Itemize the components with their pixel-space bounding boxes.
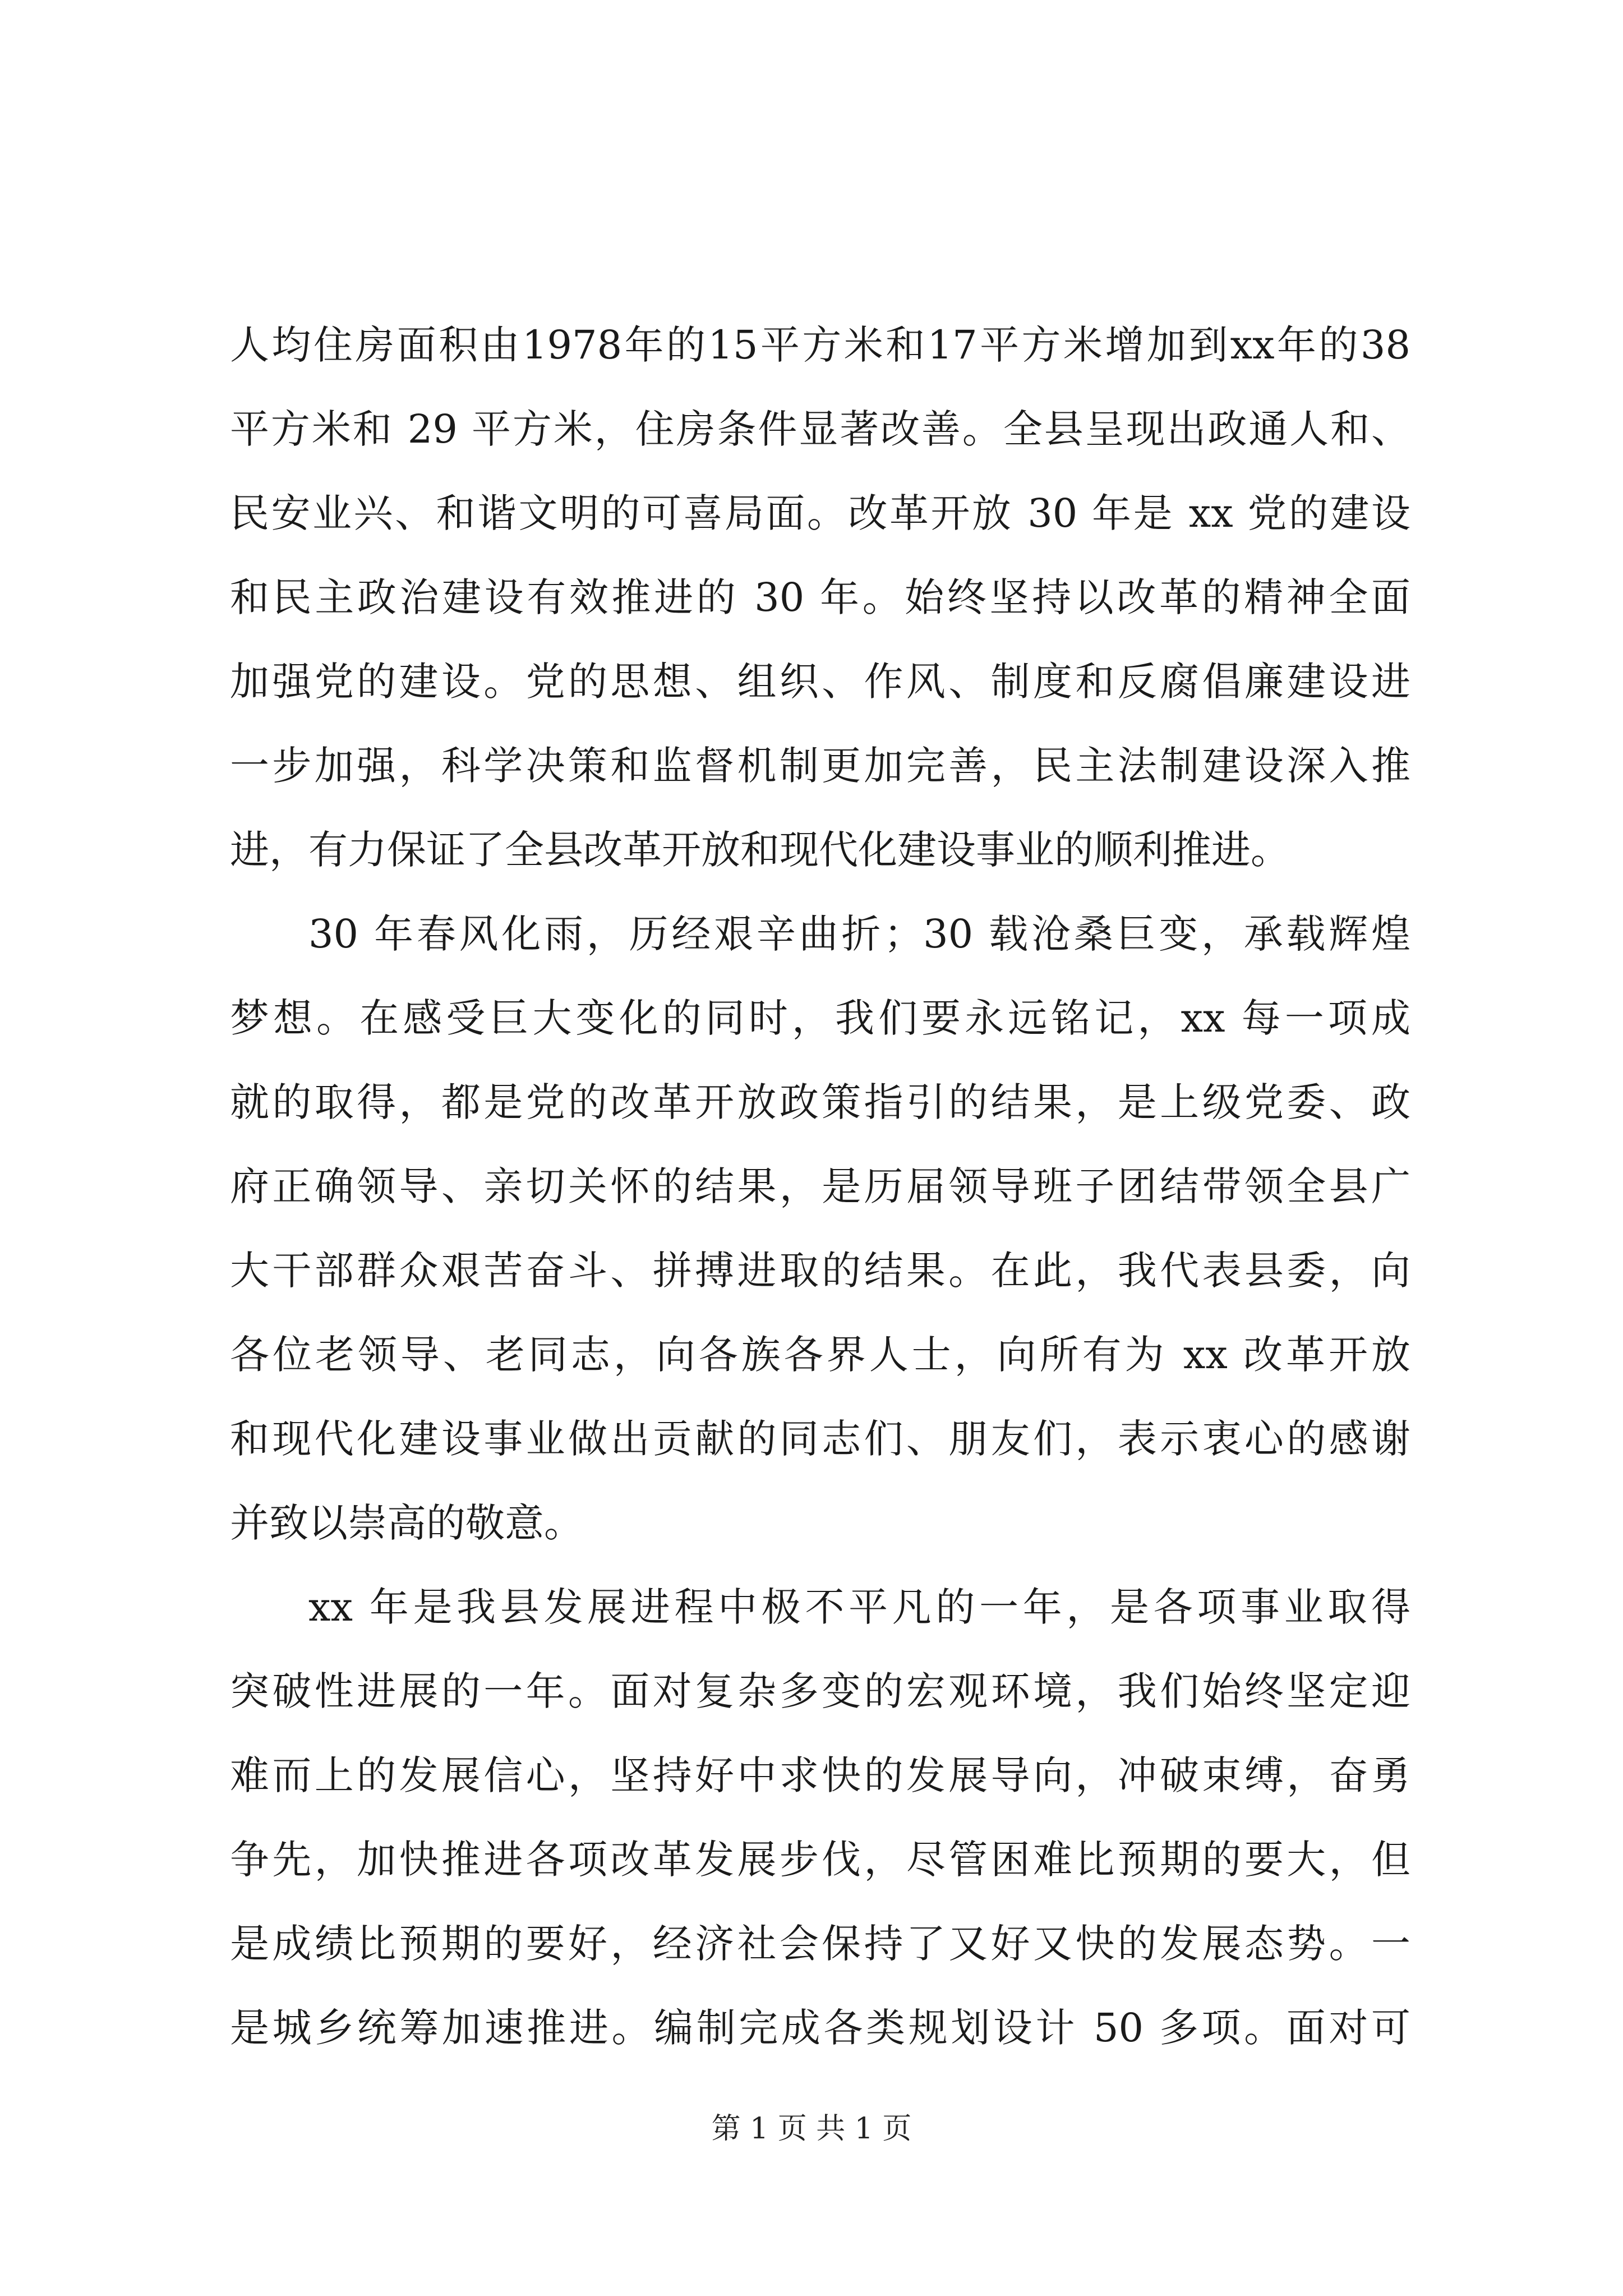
text-line: 府正确领导、亲切关怀的结果，是历届领导班子团结带领全县广 [230, 1163, 1410, 1209]
text-line: 平方米和 29 平方米，住房条件显著改善。全县呈现出政通人和、 [230, 406, 1410, 452]
text-line: 加强党的建设。党的思想、组织、作风、制度和反腐倡廉建设进 [230, 659, 1410, 705]
text-line: 突破性进展的一年。面对复杂多变的宏观环境，我们始终坚定迎 [230, 1668, 1410, 1714]
text-line: 一步加强，科学决策和监督机制更加完善，民主法制建设深入推 [230, 743, 1410, 789]
text-line: 是成绩比预期的要好，经济社会保持了又好又快的发展态势。一 [230, 1921, 1410, 1967]
text-line: xx 年是我县发展进程中极不平凡的一年，是各项事业取得 [308, 1584, 1410, 1630]
text-line: 是城乡统筹加速推进。编制完成各类规划设计 50 多项。面对可 [230, 2005, 1410, 2051]
text-line: 梦想。在感受巨大变化的同时，我们要永远铭记，xx 每一项成 [230, 995, 1410, 1041]
text-line: 各位老领导、老同志，向各族各界人士，向所有为 xx 改革开放 [230, 1332, 1410, 1378]
text-line: 进，有力保证了全县改革开放和现代化建设事业的顺利推进。 [230, 827, 1290, 873]
text-line: 并致以崇高的敬意。 [230, 1500, 583, 1546]
document-body [230, 303, 1410, 2070]
text-line: 人均住房面积由1978年的15平方米和17平方米增加到xx年的38 [230, 322, 1410, 368]
text-line: 难而上的发展信心，坚持好中求快的发展导向，冲破束缚，奋勇 [230, 1752, 1410, 1798]
text-line: 大干部群众艰苦奋斗、拼搏进取的结果。在此，我代表县委，向 [230, 1248, 1410, 1294]
text-line: 和民主政治建设有效推进的 30 年。始终坚持以改革的精神全面 [230, 574, 1410, 620]
text-line: 就的取得，都是党的改革开放政策指引的结果，是上级党委、政 [230, 1079, 1410, 1125]
text-line: 30 年春风化雨，历经艰辛曲折；30 载沧桑巨变，承载辉煌 [308, 911, 1410, 957]
text-line: 和现代化建设事业做出贡献的同志们、朋友们，表示衷心的感谢 [230, 1416, 1410, 1462]
text-line: 民安业兴、和谐文明的可喜局面。改革开放 30 年是 xx 党的建设 [230, 490, 1410, 536]
page-number-footer: 第 1 页 共 1 页 [711, 2112, 912, 2146]
text-line: 争先，加快推进各项改革发展步伐，尽管困难比预期的要大，但 [230, 1837, 1410, 1883]
